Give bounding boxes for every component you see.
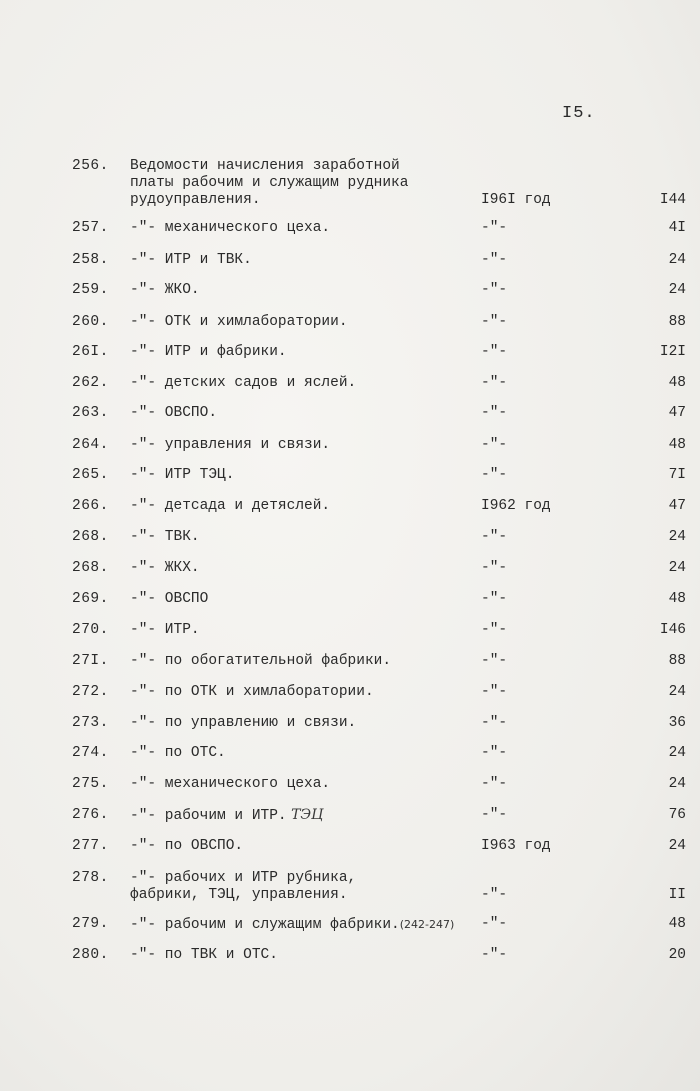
entry-description — [130, 344, 287, 361]
entry-number: 264. — [72, 437, 109, 453]
entry-number: 265. — [72, 467, 109, 483]
entry-sheet-count: 24 — [668, 838, 686, 854]
entry-year: -"- — [481, 807, 508, 823]
entry-number: 272. — [72, 684, 109, 700]
entry-number: 278. — [72, 870, 109, 886]
entry-year: -"- — [481, 220, 508, 236]
entry-year: -"- — [481, 282, 508, 298]
entry-description — [130, 158, 408, 209]
entry-number: 274. — [72, 745, 109, 761]
entry-description-line: -"- рабочим и ИТР. ТЭЦ — [130, 807, 324, 824]
entry-sheet-count: 24 — [668, 529, 686, 545]
entry-year: -"- — [481, 252, 508, 268]
entry-description-line: рудоуправления. — [130, 192, 261, 208]
entry-description-line: -"- ИТР и фабрики. — [130, 344, 287, 360]
entry-description — [130, 282, 200, 299]
entry-sheet-count: 76 — [668, 807, 686, 823]
entry-description — [130, 807, 323, 825]
entry-number: 269. — [72, 591, 109, 607]
entry-number: 279. — [72, 916, 109, 932]
entry-description — [130, 776, 330, 793]
entry-sheet-count: 88 — [668, 653, 686, 669]
entry-year: -"- — [481, 375, 508, 391]
entry-sheet-count: 48 — [668, 437, 686, 453]
entry-year: I96I год — [481, 192, 551, 208]
entry-sheet-count: I44 — [659, 192, 686, 208]
entry-sheet-count: 7I — [668, 467, 686, 483]
entry-description — [130, 437, 330, 454]
entry-description — [130, 947, 278, 964]
entry-year: -"- — [481, 405, 508, 421]
entry-description-line: -"- ЖКХ. — [130, 560, 200, 576]
entry-description-line: -"- по ОВСПО. — [130, 838, 244, 854]
entry-year: -"- — [481, 344, 508, 360]
entry-sheet-count: I2I — [659, 344, 686, 360]
entry-description-line: платы рабочим и служащим рудника — [130, 175, 409, 191]
entry-sheet-count: 48 — [668, 591, 686, 607]
entry-description-line: фабрики, ТЭЦ, управления. — [130, 887, 348, 903]
entry-description-line: -"- по ТВК и ОТС. — [130, 947, 278, 963]
entry-year: -"- — [481, 622, 508, 638]
entry-number: 257. — [72, 220, 109, 236]
entry-description — [130, 375, 356, 392]
entry-sheet-count: 47 — [668, 405, 686, 421]
entry-description — [130, 498, 330, 515]
entry-description-line: -"- механического цеха. — [130, 220, 331, 236]
entry-sheet-count: 24 — [668, 282, 686, 298]
entry-number: 259. — [72, 282, 109, 298]
entry-description — [130, 745, 226, 762]
entry-sheet-count: 24 — [668, 560, 686, 576]
entry-description-line: -"- по обогатительной фабрики. — [130, 653, 392, 669]
entry-sheet-count: 24 — [668, 745, 686, 761]
entry-sheet-count: 48 — [668, 375, 686, 391]
entry-description-line: -"- ОВСПО. — [130, 405, 218, 421]
entry-description — [130, 684, 374, 701]
entry-description — [130, 622, 200, 639]
entry-description-line: -"- ТВК. — [130, 529, 200, 545]
entry-description-line: -"- рабочим и служащим фабрики.(242-247) — [130, 917, 455, 933]
entry-description — [130, 715, 356, 732]
entry-number: 268. — [72, 529, 109, 545]
entry-description-line: -"- ОВСПО — [130, 591, 209, 607]
entry-description-line: -"- ОТК и химлаборатории. — [130, 314, 348, 330]
entry-number: 263. — [72, 405, 109, 421]
entry-number: 268. — [72, 560, 109, 576]
entry-description-line: -"- рабочих и ИТР рубника, — [130, 870, 357, 886]
entry-description — [130, 467, 234, 484]
entry-number: 27I. — [72, 653, 109, 669]
entry-description-line: -"- управления и связи. — [130, 437, 331, 453]
entry-year: -"- — [481, 591, 508, 607]
entry-sheet-count: 24 — [668, 252, 686, 268]
entry-number: 277. — [72, 838, 109, 854]
entry-number: 266. — [72, 498, 109, 514]
entry-sheet-count: II — [668, 887, 686, 903]
entry-year: -"- — [481, 745, 508, 761]
entry-number: 258. — [72, 252, 109, 268]
entry-description — [130, 591, 208, 608]
entry-year: I963 год — [481, 838, 551, 854]
entry-description-line: Ведомости начисления заработной — [130, 158, 400, 174]
entry-description — [130, 653, 391, 670]
entry-description-line: -"- ИТР ТЭЦ. — [130, 467, 235, 483]
entry-description-line: -"- механического цеха. — [130, 776, 331, 792]
entry-year: -"- — [481, 947, 508, 963]
entry-year: -"- — [481, 529, 508, 545]
entry-sheet-count: 24 — [668, 684, 686, 700]
entry-description — [130, 405, 217, 422]
entry-year: -"- — [481, 437, 508, 453]
entry-sheet-count: 24 — [668, 776, 686, 792]
entry-year: -"- — [481, 776, 508, 792]
entry-year: -"- — [481, 314, 508, 330]
handwritten-range-note: (242-247) — [399, 918, 455, 931]
entry-description — [130, 220, 330, 237]
entry-sheet-count: 36 — [668, 715, 686, 731]
entry-number: 256. — [72, 158, 109, 174]
entry-description-line: -"- детских садов и яслей. — [130, 375, 357, 391]
entry-description-line: -"- ЖКО. — [130, 282, 200, 298]
entry-description-line: -"- по управлению и связи. — [130, 715, 357, 731]
entry-description — [130, 916, 454, 934]
page-number: I5. — [562, 104, 596, 123]
entry-year: -"- — [481, 560, 508, 576]
handwritten-note: ТЭЦ — [286, 807, 324, 823]
entry-number: 26I. — [72, 344, 109, 360]
entry-description-line: -"- детсада и детяслей. — [130, 498, 331, 514]
entry-number: 275. — [72, 776, 109, 792]
entry-number: 260. — [72, 314, 109, 330]
entry-description-line: -"- ИТР и ТВК. — [130, 252, 252, 268]
entry-sheet-count: 88 — [668, 314, 686, 330]
entry-description — [130, 870, 356, 904]
entry-year: I962 год — [481, 498, 551, 514]
entry-sheet-count: 20 — [668, 947, 686, 963]
entry-year: -"- — [481, 887, 508, 903]
entry-description — [130, 314, 348, 331]
entry-year: -"- — [481, 916, 508, 932]
entry-number: 276. — [72, 807, 109, 823]
entry-description — [130, 560, 200, 577]
entry-year: -"- — [481, 653, 508, 669]
entry-description — [130, 838, 243, 855]
entry-sheet-count: 48 — [668, 916, 686, 932]
entry-description — [130, 252, 252, 269]
entry-number: 273. — [72, 715, 109, 731]
entry-year: -"- — [481, 684, 508, 700]
entry-description-line: -"- по ОТК и химлаборатории. — [130, 684, 374, 700]
entry-description — [130, 529, 200, 546]
entry-sheet-count: 4I — [668, 220, 686, 236]
entry-description-line: -"- ИТР. — [130, 622, 200, 638]
entry-description-line: -"- по ОТС. — [130, 745, 226, 761]
entry-number: 262. — [72, 375, 109, 391]
entry-year: -"- — [481, 715, 508, 731]
entry-number: 270. — [72, 622, 109, 638]
entry-sheet-count: 47 — [668, 498, 686, 514]
entry-sheet-count: I46 — [659, 622, 686, 638]
entry-year: -"- — [481, 467, 508, 483]
entry-number: 280. — [72, 947, 109, 963]
